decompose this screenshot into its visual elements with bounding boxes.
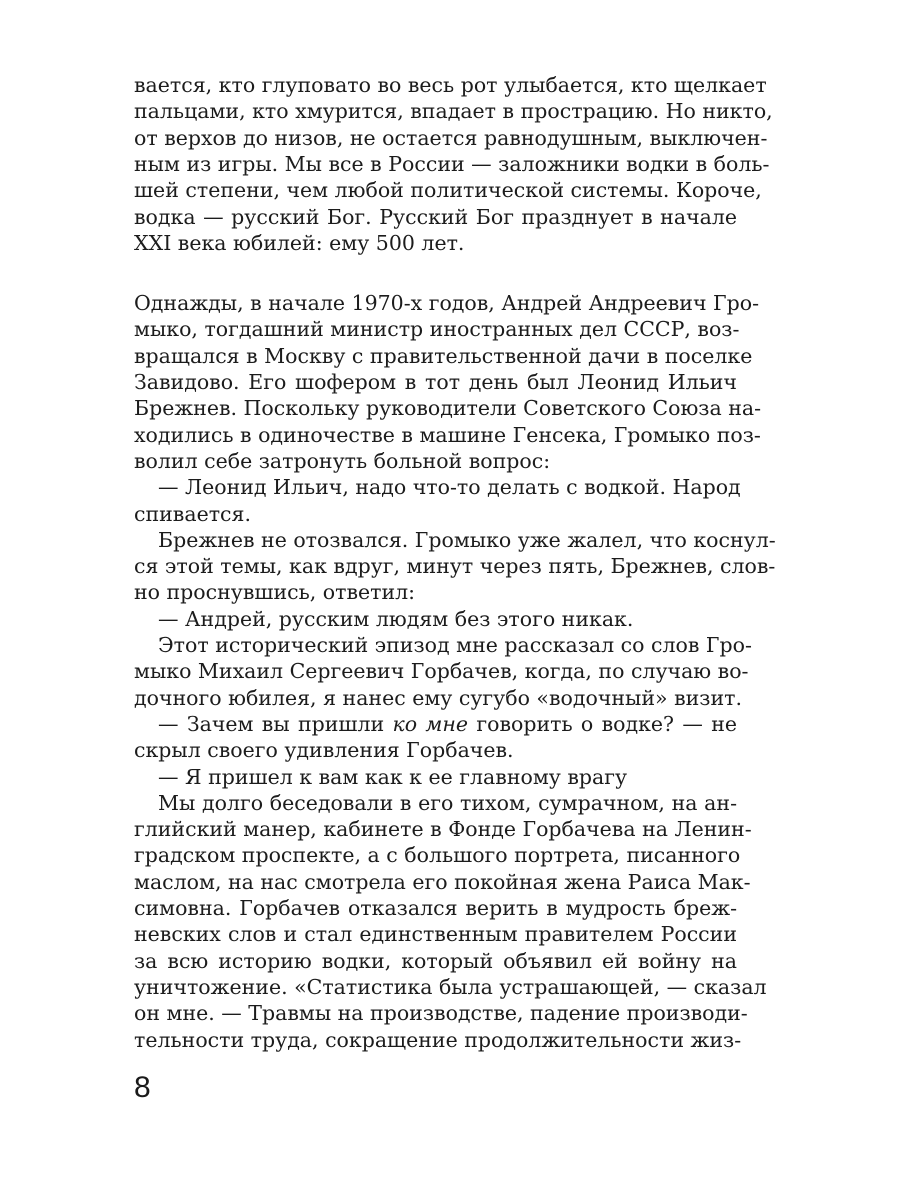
text-line: дочного юбилея, я нанес ему сугубо «водочный» визит. bbox=[134, 685, 742, 710]
text-line: глийский манер, кабинете в Фонде Горбачева на Ленин- bbox=[134, 817, 752, 842]
text-line: мыко Михаил Сергеевич Горбачев, когда, по случаю во- bbox=[134, 659, 749, 684]
text-segment: говорить о водке? — не bbox=[468, 711, 737, 736]
text-line: волил себе затронуть больной вопрос: bbox=[134, 448, 551, 473]
text-line: Брежнев не отозвался. Громыко уже жалел, что коснул- bbox=[158, 527, 776, 552]
text-line: но проснувшись, ответил: bbox=[134, 580, 416, 605]
text-line: XXI века юбилей: ему 500 лет. bbox=[134, 230, 465, 255]
text-line: ным из игры. Мы все в России — заложники водки в боль- bbox=[134, 151, 770, 176]
text-segment: — Зачем вы пришли bbox=[158, 711, 393, 736]
text-line: мыко, тогдашний министр иностранных дел СССР, воз- bbox=[134, 317, 740, 342]
text-line: Брежнев. Поскольку руководители Советского Союза на- bbox=[134, 396, 762, 421]
text-line: водка — русский Бог. Русский Бог празднует в начале bbox=[134, 204, 737, 229]
text-line: — Я пришел к вам как к ее главному врагу bbox=[158, 764, 628, 789]
text-line: от верхов до низов, не остается равнодушным, выключен- bbox=[134, 125, 768, 150]
text-line: — Леонид Ильич, надо что-то делать с водкой. Народ bbox=[158, 475, 741, 500]
italic-emphasis: ко мне bbox=[392, 711, 469, 736]
text-line: за всю историю водки, который объявил ей войну на bbox=[134, 948, 737, 973]
text-line: вращался в Москву с правительственной дачи в поселке bbox=[134, 343, 753, 368]
text-line: шей степени, чем любой политической системы. Короче, bbox=[134, 178, 762, 203]
text-line: градском проспекте, а с большого портрета, писанного bbox=[134, 843, 741, 868]
text-line: скрыл своего удивления Горбачев. bbox=[134, 738, 514, 763]
text-line: он мне. — Травмы на производстве, падение производи- bbox=[134, 1001, 748, 1026]
text-line: ходились в одиночестве в машине Генсека, Громыко поз- bbox=[134, 422, 761, 447]
text-line: маслом, на нас смотрела его покойная жена Раиса Мак- bbox=[134, 869, 751, 894]
text-line: Мы долго беседовали в его тихом, сумрачном, на ан- bbox=[158, 790, 737, 815]
text-line: Этот исторический эпизод мне рассказал со слов Гро- bbox=[158, 633, 752, 657]
text-line: пальцами, кто хмурится, впадает в прострацию. Но никто, bbox=[134, 99, 773, 124]
text-line-with-emphasis bbox=[158, 711, 737, 737]
text-line: ся этой темы, как вдруг, минут через пять, Брежнев, слов- bbox=[134, 554, 776, 579]
text-line: уничтожение. «Статистика была устрашающей, — сказал bbox=[134, 974, 767, 999]
text-line: Однажды, в начале 1970-х годов, Андрей Андреевич Гро- bbox=[134, 291, 760, 316]
text-line: симовна. Горбачев отказался верить в мудрость бреж- bbox=[134, 896, 737, 920]
text-line: спивается. bbox=[134, 501, 251, 526]
text-line: невских слов и стал единственным правителем России bbox=[134, 922, 737, 947]
page-number: 8 bbox=[134, 1071, 151, 1104]
text-line: вается, кто глуповато во весь рот улыбается, кто щелкает bbox=[134, 73, 767, 97]
text-line: тельности труда, сокращение продолжительности жиз- bbox=[134, 1027, 742, 1052]
text-line: Завидово. Его шофером в тот день был Леонид Ильич bbox=[134, 370, 737, 394]
text-line: — Андрей, русским людям без этого никак. bbox=[158, 606, 634, 631]
